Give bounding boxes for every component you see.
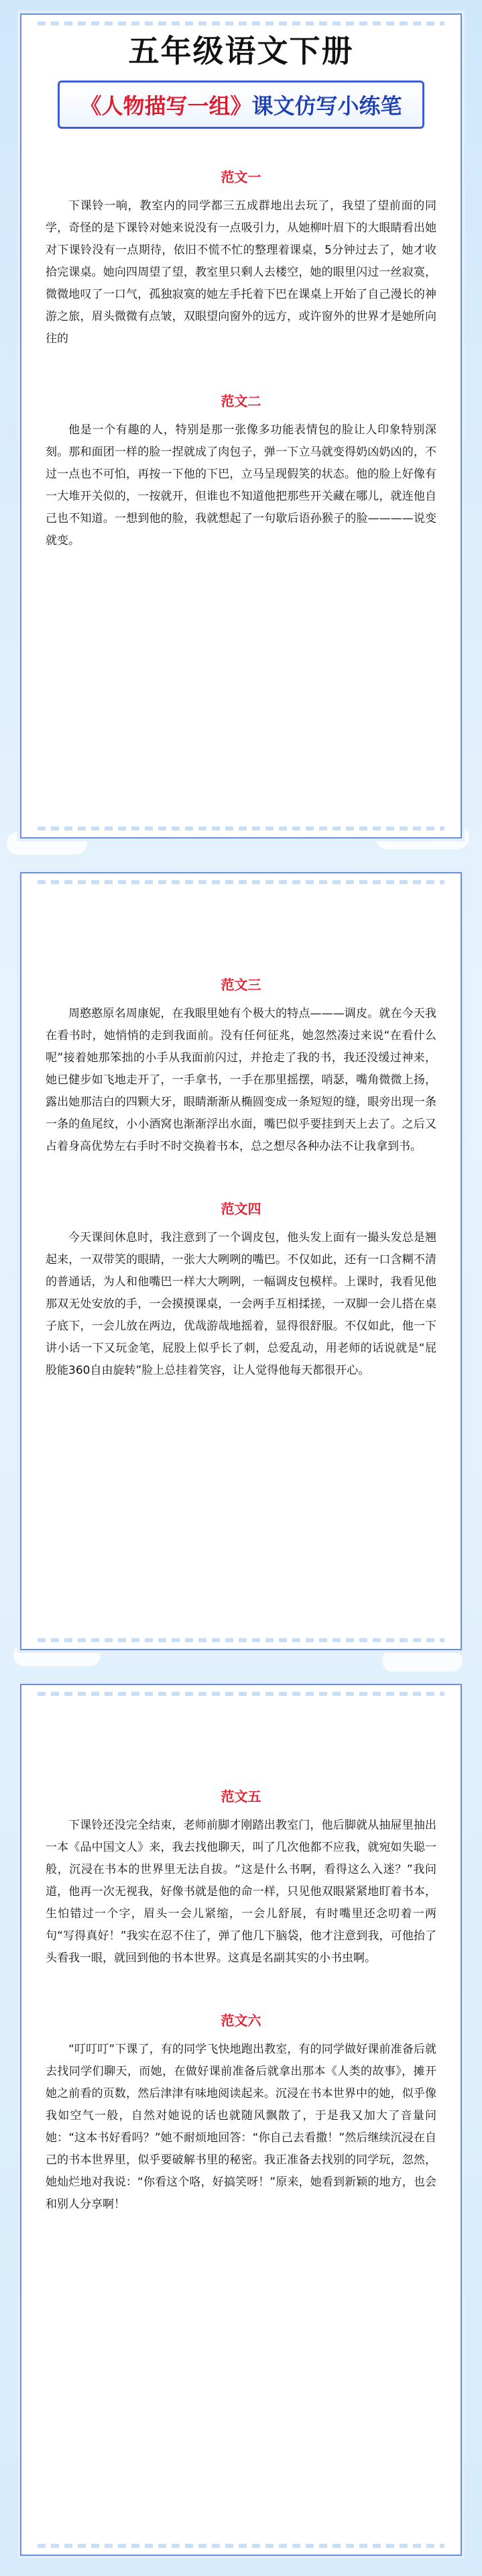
section-text-2: 他是一个有趣的人，特别是那一张像多功能表情包的脸让人印象特别深刻。那和面团一样的脸一捏就成了肉包子，弹一下立马就变得奶凶奶凶的，不过一点也不可怕，再按一下他的下巴，立马呈现假笑的状态。他的脸上好像有一大堆开关似的，一按就开，但谁也不知道他把那些开关藏在哪儿，就连他自己也不知道。一想到他的脸，我就想起了一句歇后语孙猴子的脸————说变就变。 <box>46 423 436 547</box>
page-2 <box>20 872 462 1650</box>
section-text-6: “叮叮叮”下课了，有的同学飞快地跑出教室，有的同学做好课前准备后就去找同学们聊天，而她，在做好课前准备后就拿出那本《人类的故事》，摊开她之前看的页数，然后津津有味地阅读起来。沉浸在书本世界中的她，似乎像我如空气一般，自然对她说的话也就随风飘散了，于是我又加大了音量问她：“这本书好看吗？”她不耐烦地回答：“你自己去看撒！”然后继续沉浸在自己的书本世界里，似乎要破解书里的秘密。我正准备去找别的同学玩，忽然，她灿烂地对我说：“你看这个咯，好搞笑呀！”原来，她看到新颖的地方，也会和别人分享啊！ <box>46 2043 436 2211</box>
decorative-border <box>38 21 444 25</box>
section-title-2: 范文二 <box>221 393 261 409</box>
page-3 <box>20 1684 462 2556</box>
section-text-3: 周憨憨原名周康妮，在我眼里她有个极大的特点———调皮。就在今天我在看书时，她悄悄的走到我面前。没有任何征兆，她忽然凑过来说“在看什么呢”接着她那笨拙的小手从我面前闪过，并抢走了我的书，我还没缓过神来，她已健步如飞地走开了，一手拿书，一手在那里摇摆，哨瑟，嘴角微微上扬，露出她那洁白的四颗大牙，眼睛渐渐从椭圆变成一条短短的缝，眼旁出现一条一条的鱼尾纹，小小酒窝也渐渐浮出水面，嘴巴似乎要挂到天上去了。之后又占着身高优势左右手时不时交换着书本，总之想尽各种办法不让我拿到书。 <box>46 1007 436 1153</box>
cloud-decoration <box>382 1650 463 1672</box>
subtitle <box>58 80 424 129</box>
section-text-4: 今天课间休息时，我注意到了一个调皮包，他头发上面有一撮头发总是翘起来，一双带笑的眼睛，一张大大咧咧的嘴巴。不仅如此，还有一口含糊不清的普通话，为人和他嘴巴一样大大咧咧，一幅调皮包模样。上课时，我看见他那双无处安放的手，一会摸摸课桌，一会两手互相揉搓，一双脚一会儿搭在桌子底下，一会儿放在两边，优哉游哉地摇着，显得很舒服。不仅如此，他一下讲小话一下又玩金笔，屁股上似乎长了刺，总爱乱动，用老师的话说就是“屁股能360自由旋转”脸上总挂着笑容，让人觉得他每天都很开心。 <box>46 1231 436 1377</box>
section-title-3: 范文三 <box>221 977 261 993</box>
section-title-5: 范文五 <box>221 1788 261 1805</box>
decorative-border <box>38 826 444 830</box>
page-1 <box>20 13 462 839</box>
decorative-border <box>38 1638 444 1642</box>
section-text-5: 下课铃还没完全结束，老师前脚才刚踏出教室门，他后脚就从抽屉里抽出一本《品中国文人》来，我去找他聊天，叫了几次他都不应我，就宛如失聪一般，沉浸在书本的世界里无法自拔。“这是什么书啊，看得这么入迷？”我问道，他再一次无视我，好像书就是他的命一样，只见他双眼紧紧地盯着书本，生怕错过一个字，眉头一会儿紧缩，一会儿舒展，有时嘴里还念叨着一两句“写得真好！”我实在忍不住了，弹了他几下脑袋，他才注意到我，可他抬了头看我一眼，就回到他的书本世界。这真是名副其实的小书虫啊。 <box>46 1819 436 1965</box>
page-title: 五年级语文下册 <box>128 33 354 69</box>
subtitle-lesson: 《人物描写一组》 <box>80 93 252 119</box>
section-text-1: 下课铃一响，教室内的同学都三五成群地出去玩了，我望了望前面的同学，奇怪的是下课铃对她来说没有一点吸引力，从她柳叶眉下的大眼睛看出她对下课铃没有一点期待，依旧不慌不忙的整理着课桌，5分钟过去了，她才收拾完课桌。她向四周望了望，教室里只剩人去楼空，她的眼里闪过一丝寂寞，微微地叹了一口气，孤独寂寞的她左手托着下巴在课桌上开始了自己漫长的神游之旅，眉头微微有点皱，双眼望向窗外的远方，或许窗外的世界才是她所向往的 <box>46 199 436 345</box>
section-title-1: 范文一 <box>221 169 261 185</box>
decorative-border <box>38 880 444 884</box>
subtitle-banner <box>21 80 461 129</box>
decorative-border <box>38 2544 444 2548</box>
section-title-4: 范文四 <box>221 1201 261 1217</box>
decorative-border <box>38 1692 444 1696</box>
subtitle-task: 课文仿写小练笔 <box>251 93 402 119</box>
section-title-6: 范文六 <box>221 2012 261 2029</box>
